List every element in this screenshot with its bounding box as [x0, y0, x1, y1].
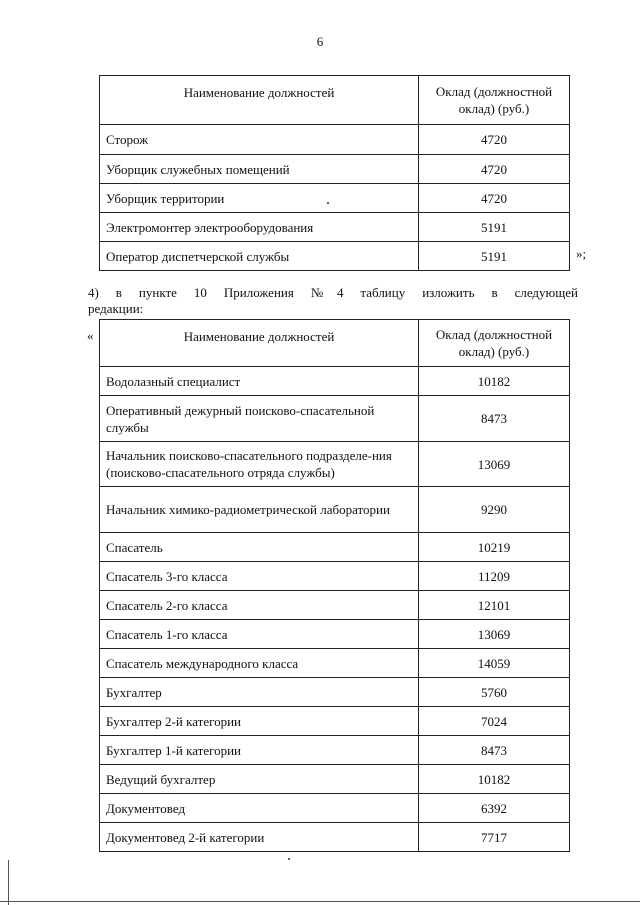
table-row — [100, 213, 570, 242]
position-cell: Спасатель международного класса — [100, 649, 419, 678]
table-row — [100, 765, 570, 794]
salary-cell: 4720 — [419, 155, 570, 184]
table-header-row — [100, 320, 570, 367]
table-row — [100, 367, 570, 396]
position-cell: Спасатель 3-го класса — [100, 562, 419, 591]
table-row — [100, 736, 570, 765]
page-number: 6 — [316, 34, 324, 49]
salary-table-1 — [99, 75, 570, 271]
position-cell: Начальник химико-радиометрической лаборатории — [100, 487, 419, 533]
table-row — [100, 707, 570, 736]
salary-cell: 5191 — [419, 213, 570, 242]
position-cell: Электромонтер электрооборудования — [100, 213, 419, 242]
salary-cell: 10219 — [419, 533, 570, 562]
scan-edge-line — [8, 860, 9, 905]
amendment-paragraph: 4) в пункте 10 Приложения №4 таблицу изложить в следующей — [88, 285, 578, 300]
header-position: Наименование должностей — [100, 76, 419, 125]
salary-cell: 13069 — [419, 620, 570, 649]
table-row — [100, 823, 570, 852]
table-header-row — [100, 76, 570, 125]
salary-cell: 12101 — [419, 591, 570, 620]
position-cell: Ведущий бухгалтер — [100, 765, 419, 794]
position-cell: Уборщик служебных помещений — [100, 155, 419, 184]
salary-cell: 8473 — [419, 396, 570, 442]
salary-cell: 13069 — [419, 442, 570, 487]
table-row — [100, 155, 570, 184]
position-cell: Бухгалтер 1-й категории — [100, 736, 419, 765]
table-row — [100, 396, 570, 442]
scan-speck — [327, 202, 329, 204]
position-cell: Спасатель 1-го класса — [100, 620, 419, 649]
closing-quote: »; — [576, 246, 587, 261]
salary-cell: 11209 — [419, 562, 570, 591]
table-row — [100, 125, 570, 155]
scan-bottom-line — [0, 901, 640, 902]
position-cell: Сторож — [100, 125, 419, 155]
table-row — [100, 620, 570, 649]
salary-cell: 10182 — [419, 765, 570, 794]
salary-cell: 4720 — [419, 184, 570, 213]
salary-table-2 — [99, 319, 570, 852]
salary-cell: 5760 — [419, 678, 570, 707]
salary-cell: 7717 — [419, 823, 570, 852]
position-cell: Оперативный дежурный поисково-спасательной службы — [100, 396, 419, 442]
salary-cell: 10182 — [419, 367, 570, 396]
header-salary: Оклад (должностной оклад) (руб.) — [419, 320, 570, 367]
salary-cell: 9290 — [419, 487, 570, 533]
header-position: Наименование должностей — [100, 320, 419, 367]
position-cell: Водолазный специалист — [100, 367, 419, 396]
table-row — [100, 242, 570, 271]
table-row — [100, 487, 570, 533]
position-cell: Бухгалтер 2-й категории — [100, 707, 419, 736]
table-row — [100, 533, 570, 562]
table-row — [100, 678, 570, 707]
position-cell: Начальник поисково-спасательного подразделе-ния (поисково-спасательного отряда службы) — [100, 442, 419, 487]
table-row — [100, 184, 570, 213]
position-cell: Уборщик территории — [100, 184, 419, 213]
scan-speck — [288, 858, 290, 860]
position-cell: Документовед — [100, 794, 419, 823]
position-cell: Оператор диспетчерской службы — [100, 242, 419, 271]
position-cell: Спасатель — [100, 533, 419, 562]
salary-cell: 14059 — [419, 649, 570, 678]
table-row — [100, 442, 570, 487]
position-cell: Документовед 2-й категории — [100, 823, 419, 852]
amendment-paragraph-continuation: редакции: — [88, 301, 144, 316]
table-row — [100, 562, 570, 591]
table-row — [100, 649, 570, 678]
position-cell: Спасатель 2-го класса — [100, 591, 419, 620]
opening-quote: « — [87, 328, 94, 343]
salary-cell: 4720 — [419, 125, 570, 155]
header-salary: Оклад (должностной оклад) (руб.) — [419, 76, 570, 125]
salary-cell: 7024 — [419, 707, 570, 736]
table-row — [100, 591, 570, 620]
salary-cell: 5191 — [419, 242, 570, 271]
salary-cell: 8473 — [419, 736, 570, 765]
salary-cell: 6392 — [419, 794, 570, 823]
table-row — [100, 794, 570, 823]
position-cell: Бухгалтер — [100, 678, 419, 707]
